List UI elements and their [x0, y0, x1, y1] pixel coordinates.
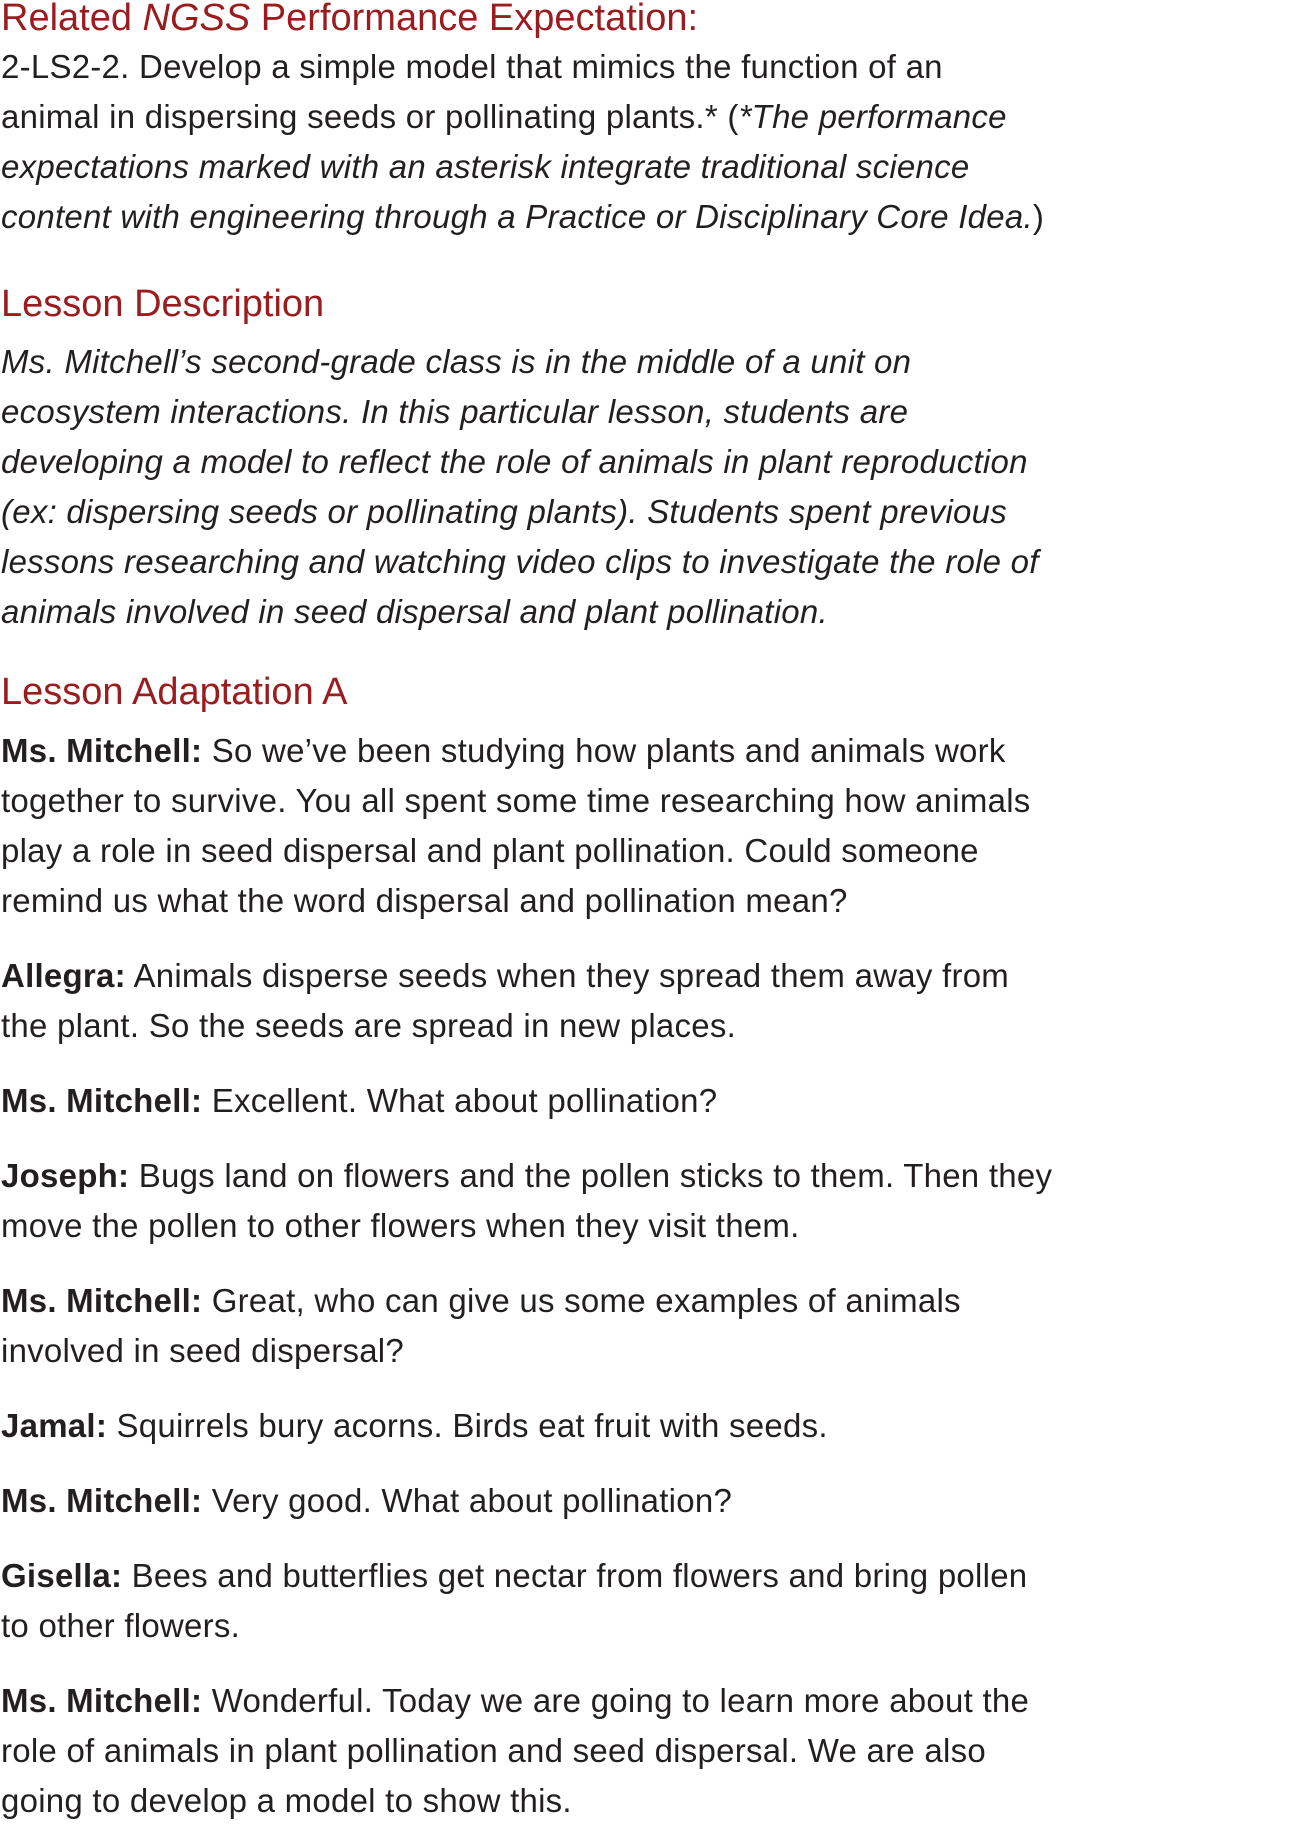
dialogue-line: [1, 1276, 1301, 1326]
dialogue-line: together to survive. You all spent some time researching how animals: [1, 782, 1031, 819]
dialogue-turn: [1, 1076, 1301, 1126]
pe-line: [1, 92, 1301, 142]
dialogue-text: Wonderful. Today we are going to learn more about the: [202, 1682, 1030, 1719]
dialogue-line: going to develop a model to show this.: [1, 1782, 572, 1819]
dialogue-line: [1, 1676, 1301, 1726]
description-paragraph: [1, 337, 1301, 637]
pe-heading-prefix: Related: [1, 0, 143, 39]
pe-line: [1, 192, 1301, 242]
description-line: ecosystem interactions. In this particular lesson, students are: [1, 393, 909, 430]
description-line: (ex: dispersing seeds or pollinating plants). Students spent previous: [1, 493, 1007, 530]
pe-line: 2-LS2-2. Develop a simple model that mimics the function of an: [1, 48, 943, 85]
speaker-name: Ms. Mitchell:: [1, 732, 203, 769]
pe-heading-ngss: NGSS: [142, 0, 251, 39]
speaker-name: Gisella:: [1, 1557, 123, 1594]
dialogue-line: role of animals in plant pollination and seed dispersal. We are also: [1, 1732, 986, 1769]
pe-heading: [1, 0, 698, 40]
dialogue-line: [1, 1401, 1301, 1451]
dialogue-line: to other flowers.: [1, 1607, 241, 1644]
pe-line-text: animal in dispersing seeds or pollinating plants.* (: [1, 98, 739, 135]
dialogue-text: Bugs land on flowers and the pollen sticks to them. Then they: [129, 1157, 1053, 1194]
dialogue-line: the plant. So the seeds are spread in new places.: [1, 1007, 737, 1044]
dialogue-text: Animals disperse seeds when they spread them away from: [125, 957, 1010, 994]
dialogue-line: [1, 1076, 1301, 1126]
dialogue-text: Bees and butterflies get nectar from flowers and bring pollen: [122, 1557, 1028, 1594]
dialogue-turn: [1, 1151, 1301, 1251]
speaker-name: Ms. Mitchell:: [1, 1682, 203, 1719]
dialogue-text: Great, who can give us some examples of animals: [202, 1282, 961, 1319]
description-line: animals involved in seed dispersal and plant pollination.: [1, 593, 828, 630]
dialogue-text: Squirrels bury acorns. Birds eat fruit with seeds.: [107, 1407, 828, 1444]
dialogue-line: involved in seed dispersal?: [1, 1332, 404, 1369]
pe-footnote-text: content with engineering through a Practice or Disciplinary Core Idea.: [1, 198, 1033, 235]
description-line: lessons researching and watching video clips to investigate the role of: [1, 543, 1039, 580]
pe-paragraph: [1, 42, 1301, 242]
dialogue-turn: [1, 1276, 1301, 1376]
dialogue-text: Excellent. What about pollination?: [202, 1082, 718, 1119]
dialogue-turn: [1, 1676, 1301, 1826]
dialogue-line: [1, 1551, 1301, 1601]
dialogue-turn: [1, 1551, 1301, 1651]
pe-closing-paren: ): [1032, 198, 1045, 235]
description-heading: Lesson Description: [1, 283, 325, 325]
speaker-name: Ms. Mitchell:: [1, 1482, 203, 1519]
dialogue-line: [1, 726, 1301, 776]
description-line: developing a model to reflect the role of animals in plant reproduction: [1, 443, 1028, 480]
description-line: Ms. Mitchell’s second-grade class is in the middle of a unit on: [1, 343, 912, 380]
speaker-name: Allegra:: [1, 957, 126, 994]
pe-heading-suffix: Performance Expectation:: [250, 0, 699, 39]
speaker-name: Ms. Mitchell:: [1, 1082, 203, 1119]
dialogue-line: move the pollen to other flowers when they visit them.: [1, 1207, 800, 1244]
pe-footnote-text: *The performance: [738, 98, 1007, 135]
adaptation-heading: Lesson Adaptation A: [1, 671, 348, 713]
dialogue-line: [1, 1151, 1301, 1201]
dialogue-text: Very good. What about pollination?: [202, 1482, 733, 1519]
speaker-name: Joseph:: [1, 1157, 130, 1194]
dialogue-line: remind us what the word dispersal and pollination mean?: [1, 882, 848, 919]
speaker-name: Ms. Mitchell:: [1, 1282, 203, 1319]
dialogue-line: play a role in seed dispersal and plant pollination. Could someone: [1, 832, 979, 869]
dialogue-line: [1, 951, 1301, 1001]
pe-footnote-line: expectations marked with an asterisk integrate traditional science: [1, 148, 970, 185]
dialogue-turn: [1, 1476, 1301, 1526]
dialogue-turn: [1, 1401, 1301, 1451]
dialogue-turn: [1, 726, 1301, 926]
dialogue-text: So we’ve been studying how plants and animals work: [202, 732, 1006, 769]
dialogue-line: [1, 1476, 1301, 1526]
speaker-name: Jamal:: [1, 1407, 108, 1444]
dialogue-turn: [1, 951, 1301, 1051]
